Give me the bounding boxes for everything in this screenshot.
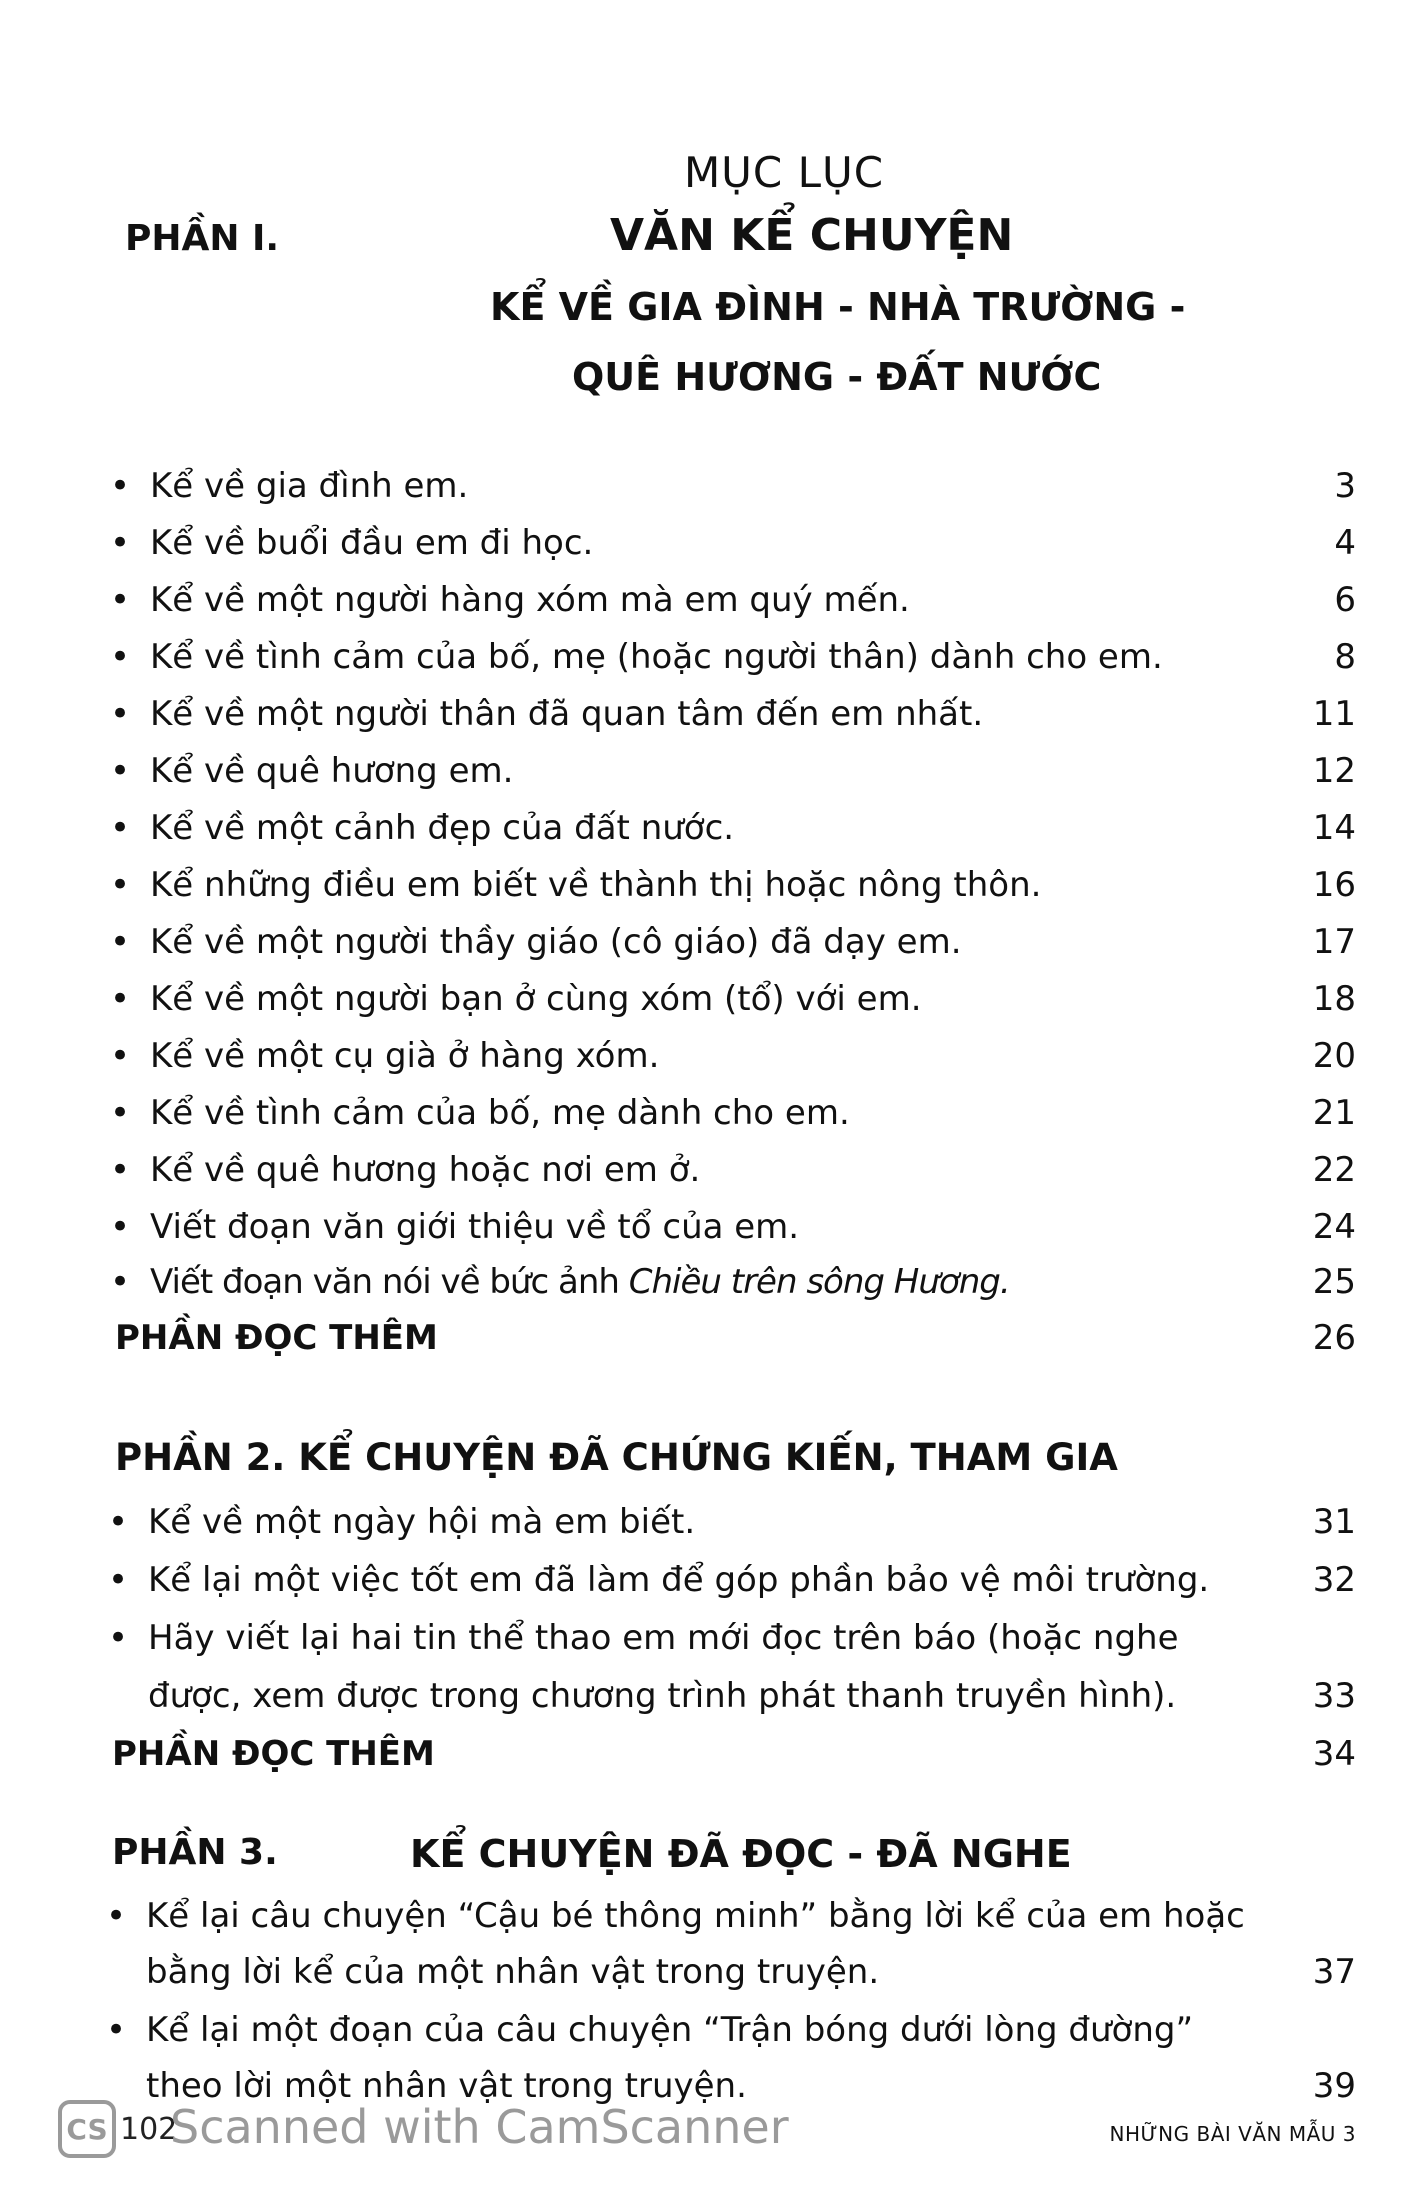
page-title: MỤC LỤC <box>683 148 885 197</box>
bullet-icon: • <box>110 808 131 848</box>
bullet-icon: • <box>110 523 131 563</box>
bullet-icon: • <box>110 1036 131 1076</box>
toc-entry-text: Kể về gia đình em. <box>150 466 469 506</box>
toc-entry-text: Kể về quê hương hoặc nơi em ở. <box>150 1150 701 1190</box>
part1-subheading-line1: KỂ VỀ GIA ĐÌNH - NHÀ TRƯỜNG - <box>490 285 1186 329</box>
bullet-icon: • <box>110 979 131 1019</box>
toc-entry-italic-title: Chiều trên sông Hương. <box>628 1262 1010 1302</box>
extra-reading-label: PHẦN ĐỌC THÊM <box>115 1318 438 1358</box>
bullet-icon: • <box>110 637 131 677</box>
toc-page-number: 16 <box>1312 865 1356 905</box>
toc-page-number: 32 <box>1312 1560 1356 1600</box>
toc-page-number: 18 <box>1312 979 1356 1019</box>
toc-entry-text: Kể về một cụ già ở hàng xóm. <box>150 1036 660 1076</box>
bullet-icon: • <box>110 1262 131 1302</box>
toc-page-number: 33 <box>1312 1676 1356 1716</box>
toc-entry-text: Kể về một người thầy giáo (cô giáo) đã dạy em. <box>150 922 962 962</box>
bullet-icon: • <box>110 1150 131 1190</box>
toc-entry-text: Kể về một người thân đã quan tâm đến em nhất. <box>150 694 984 734</box>
toc-entry-text: Kể về tình cảm của bố, mẹ dành cho em. <box>150 1093 850 1133</box>
bullet-icon: • <box>108 1502 129 1542</box>
toc-page-number: 39 <box>1312 2066 1356 2106</box>
footer-book-title: NHỮNG BÀI VĂN MẪU 3 <box>1109 2122 1356 2146</box>
toc-entry-prefix: Viết đoạn văn nói về bức ảnh <box>150 1262 629 1302</box>
toc-page-number: 8 <box>1334 637 1356 677</box>
toc-page-number: 12 <box>1312 751 1356 791</box>
bullet-icon: • <box>108 1560 129 1600</box>
toc-entry-text-line1: Hãy viết lại hai tin thể thao em mới đọc trên báo (hoặc nghe <box>148 1618 1179 1658</box>
toc-page-number: 34 <box>1312 1734 1356 1774</box>
toc-entry-text-line1: Kể lại câu chuyện “Cậu bé thông minh” bằng lời kể của em hoặc <box>146 1896 1245 1936</box>
part1-extra-reading[interactable] <box>115 1318 1356 1358</box>
toc-entry-text-line2: theo lời một nhân vật trong truyện. <box>146 2066 747 2106</box>
part3-label: PHẦN 3. <box>112 1832 278 1873</box>
toc-entry-text <box>150 1262 1010 1302</box>
toc-page-number: 6 <box>1334 580 1356 620</box>
bullet-icon: • <box>110 865 131 905</box>
toc-entry-text: Kể về buổi đầu em đi học. <box>150 523 594 563</box>
toc-entry-text: Kể về một người hàng xóm mà em quý mến. <box>150 580 910 620</box>
toc-entry-text-line2: bằng lời kể của một nhân vật trong truyện. <box>146 1952 880 1992</box>
bullet-icon: • <box>110 466 131 506</box>
toc-page-number: 4 <box>1334 523 1356 563</box>
toc-entry-text: Viết đoạn văn giới thiệu về tổ của em. <box>150 1207 800 1247</box>
part1-label: PHẦN I. <box>125 218 280 259</box>
bullet-icon: • <box>110 1093 131 1133</box>
toc-entry-text: Kể về một ngày hội mà em biết. <box>148 1502 696 1542</box>
bullet-icon: • <box>106 1896 127 1936</box>
bullet-icon: • <box>110 694 131 734</box>
bullet-icon: • <box>108 1618 129 1658</box>
toc-page-number: 20 <box>1312 1036 1356 1076</box>
toc-entry-text: Kể về tình cảm của bố, mẹ (hoặc người thân) dành cho em. <box>150 637 1163 677</box>
bullet-icon: • <box>110 922 131 962</box>
toc-page-number: 11 <box>1312 694 1356 734</box>
toc-page-number: 14 <box>1312 808 1356 848</box>
toc-entry-text: Kể lại một việc tốt em đã làm để góp phần bảo vệ môi trường. <box>148 1560 1210 1600</box>
toc-entry-text: Kể về một người bạn ở cùng xóm (tổ) với em. <box>150 979 922 1019</box>
bullet-icon: • <box>110 580 131 620</box>
toc-page-number: 26 <box>1312 1318 1356 1358</box>
bullet-icon: • <box>110 1207 131 1247</box>
toc-page-number: 37 <box>1312 1952 1356 1992</box>
part1-subheading-line2: QUÊ HƯƠNG - ĐẤT NƯỚC <box>572 355 1102 399</box>
part2-heading: PHẦN 2. KỂ CHUYỆN ĐÃ CHỨNG KIẾN, THAM GIA <box>115 1436 1118 1479</box>
toc-entry-text: Kể về quê hương em. <box>150 751 514 791</box>
part2-extra-reading[interactable] <box>112 1734 1356 1774</box>
camscanner-logo-icon: CS <box>58 2100 116 2158</box>
toc-page-number: 31 <box>1312 1502 1356 1542</box>
part1-heading: VĂN KỂ CHUYỆN <box>610 210 1014 261</box>
toc-entry-text: Kể về một cảnh đẹp của đất nước. <box>150 808 735 848</box>
toc-entry[interactable] <box>108 1618 1356 1718</box>
toc-entry[interactable] <box>106 1896 1356 2006</box>
footer-page-number: 102 <box>120 2112 178 2147</box>
toc-page-number: 24 <box>1312 1207 1356 1247</box>
bullet-icon: • <box>110 751 131 791</box>
toc-entry-text-line2: được, xem được trong chương trình phát thanh truyền hình). <box>148 1676 1177 1716</box>
part3-heading: KỂ CHUYỆN ĐÃ ĐỌC - ĐÃ NGHE <box>410 1832 1072 1876</box>
toc-entry-text-line1: Kể lại một đoạn của câu chuyện “Trận bóng dưới lòng đường” <box>146 2010 1194 2050</box>
toc-page-number: 3 <box>1334 466 1356 506</box>
toc-page-number: 25 <box>1312 1262 1356 1302</box>
toc-page-number: 21 <box>1312 1093 1356 1133</box>
toc-page-number: 22 <box>1312 1150 1356 1190</box>
extra-reading-label: PHẦN ĐỌC THÊM <box>112 1734 435 1774</box>
toc-entry-text: Kể những điều em biết về thành thị hoặc nông thôn. <box>150 865 1042 905</box>
scanner-watermark-text: Scanned with CamScanner <box>170 2100 789 2154</box>
bullet-icon: • <box>106 2010 127 2050</box>
toc-page-number: 17 <box>1312 922 1356 962</box>
